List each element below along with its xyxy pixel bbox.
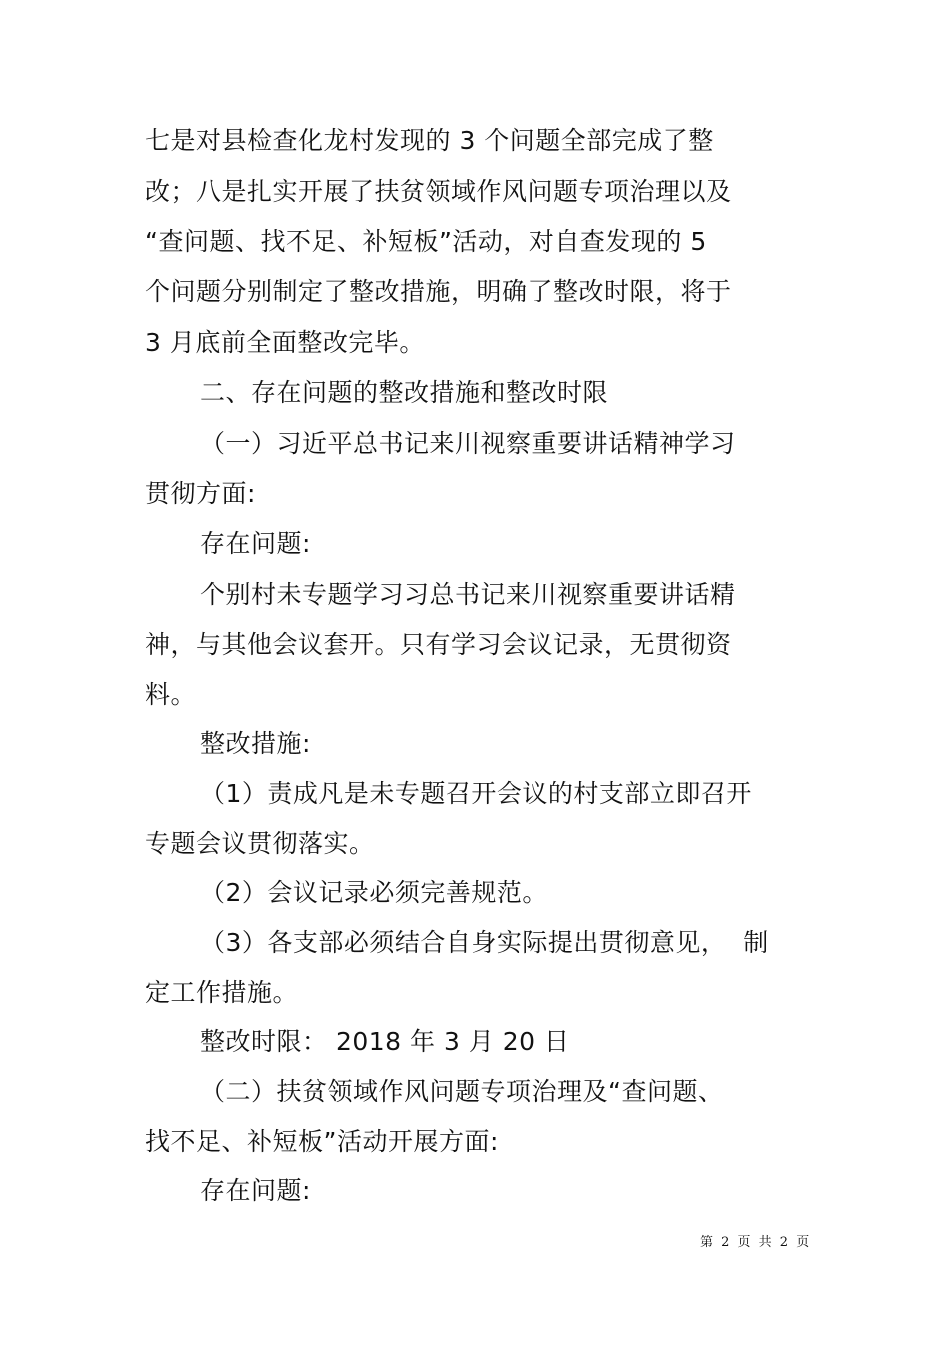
text-line: 神，与其他会议套开。只有学习会议记录，无贯彻资 (145, 630, 732, 659)
text-line: 专题会议贯彻落实。 (145, 829, 375, 858)
text-line: 找不足、补短板”活动开展方面: (145, 1127, 499, 1156)
text-line: “查问题、找不足、补短板”活动，对自查发现的 5 (145, 227, 707, 256)
text-line: 贯彻方面: (145, 479, 256, 508)
text-line: 七是对县检查化龙村发现的 3 个问题全部完成了整 (145, 126, 714, 155)
text-line: 个问题分别制定了整改措施，明确了整改时限，将于 (145, 277, 732, 306)
label-line: 存在问题: (200, 1176, 311, 1205)
text-line: 改；八是扎实开展了扶贫领域作风问题专项治理以及 (145, 177, 732, 206)
subsection-heading: （一）习近平总书记来川视察重要讲话精神学习 (200, 429, 736, 458)
page-footer: 第 2 页 共 2 页 (700, 1235, 812, 1250)
subsection-heading: （二）扶贫领域作风问题专项治理及“查问题、 (200, 1077, 724, 1106)
list-item: （2）会议记录必须完善规范。 (200, 878, 548, 907)
label-line: 存在问题: (200, 529, 311, 558)
section-heading: 二、存在问题的整改措施和整改时限 (200, 378, 609, 407)
text-line: 定工作措施。 (145, 978, 299, 1007)
text-line: 3 月底前全面整改完毕。 (145, 328, 425, 357)
deadline-line: 整改时限： 2018 年 3 月 20 日 (200, 1027, 570, 1056)
text-line: 个别村未专题学习习总书记来川视察重要讲话精 (200, 580, 736, 609)
list-item: （1）责成凡是未专题召开会议的村支部立即召开 (200, 779, 752, 808)
label-line: 整改措施: (200, 729, 311, 758)
text-line: 料。 (145, 680, 197, 709)
list-item: （3）各支部必须结合自身实际提出贯彻意见， 制 (200, 928, 769, 957)
